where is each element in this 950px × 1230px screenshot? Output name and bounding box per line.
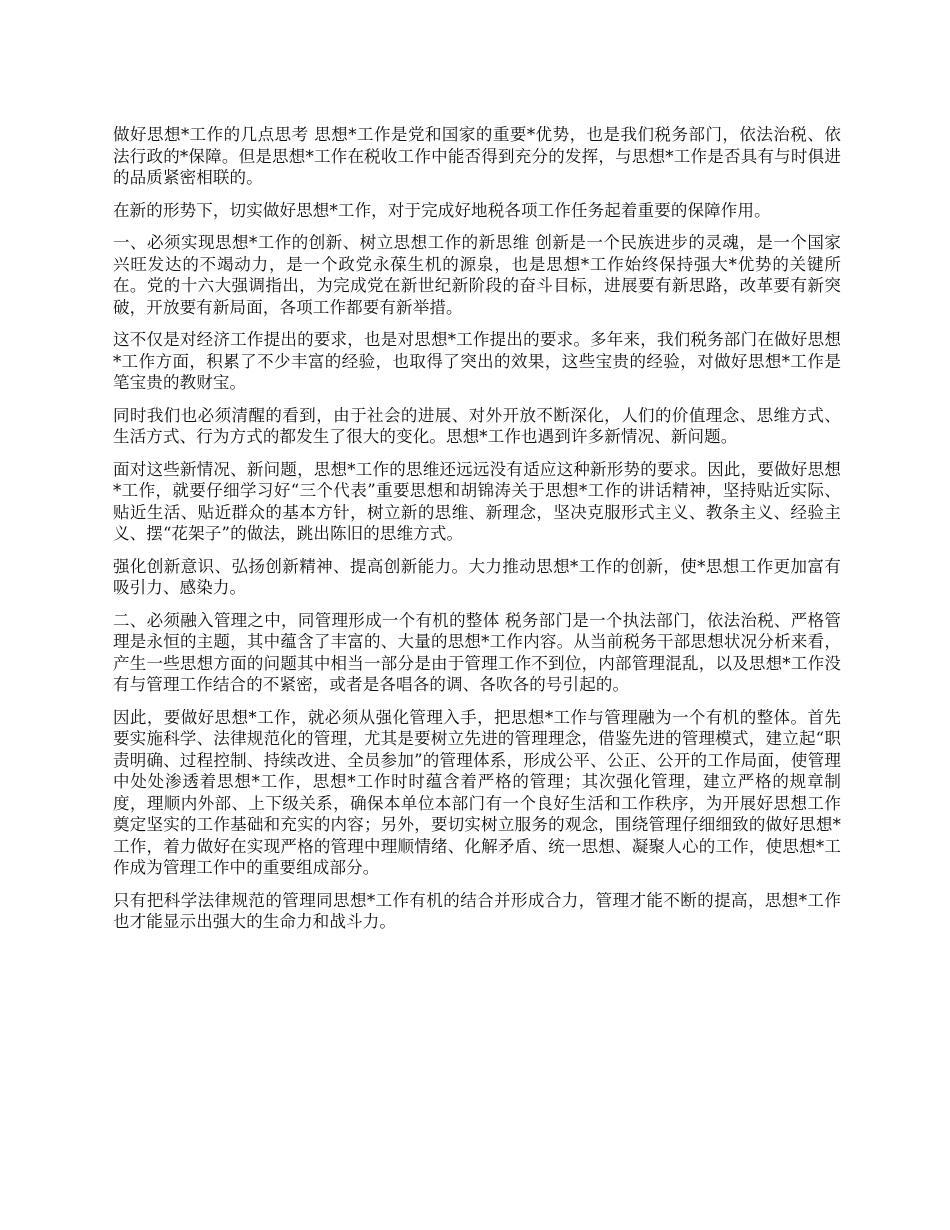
paragraph-4: 这不仅是对经济工作提出的要求，也是对思想*工作提出的要求。多年来，我们税务部门在做好思想*工作方面，积累了不少丰富的经验，也取得了突出的效果，这些宝贵的经验，对做好思想*工作是笔宝贵的教财宝。 [113,330,841,392]
paragraph-9: 因此，要做好思想*工作，就必须从强化管理入手，把思想*工作与管理融为一个有机的整体。首先要实施科学、法律规范化的管理，尤其是要树立先进的管理理念，借鉴先进的管理模式，建立起“职责明确、过程控制、持续改进、全员参加”的管理体系，形成公平、公正、公开的工作局面，使管理中处处渗透着思想*工作，思想*工作时时蕴含着严格的管理；其次强化管理，建立严格的规章制度，理顺内外部、上下级关系，确保本单位本部门有一个良好生活和工作秩序，为开展好思想工作奠定坚实的工作基础和充实的内容；另外，要切实树立服务的观念，围绕管理仔细细致的做好思想*工作，着力做好在实现严格的管理中理顺情绪、化解矛盾、统一思想、凝聚人心的工作，使思想*工作成为管理工作中的重要组成部分。 [113,707,841,877]
paragraph-10: 只有把科学法律规范的管理同思想*工作有机的结合并形成合力，管理才能不断的提高，思想*工作也才能显示出强大的生命力和战斗力。 [113,890,841,931]
paragraph-1: 做好思想*工作的几点思考 思想*工作是党和国家的重要*优势，也是我们税务部门，依法治税、依法行政的*保障。但是思想*工作在税收工作中能否得到充分的发挥，与思想*工作是否具有与时俱进的品质紧密相联的。 [113,125,841,187]
document-body [113,124,841,944]
paragraph-5: 同时我们也必须清醒的看到，由于社会的进展、对外开放不断深化，人们的价值理念、思维方式、生活方式、行为方式的都发生了很大的变化。思想*工作也遇到许多新情况、新问题。 [113,405,841,446]
paragraph-2: 在新的形势下，切实做好思想*工作，对于完成好地税各项工作任务起着重要的保障作用。 [113,200,771,220]
paragraph-8: 二、必须融入管理之中，同管理形成一个有机的整体 税务部门是一个执法部门，依法治税、严格管理是永恒的主题，其中蕴含了丰富的、大量的思想*工作内容。从当前税务干部思想状况分析来看，产生一些思想方面的问题其中相当一部分是由于管理工作不到位，内部管理混乱，以及思想*工作没有与管理工作结合的不紧密，或者是各唱各的调、各吹各的号引起的。 [113,610,841,694]
paragraph-3: 一、必须实现思想*工作的创新、树立思想工作的新思维 创新是一个民族进步的灵魂，是一个国家兴旺发达的不竭动力，是一个政党永葆生机的源泉，也是思想*工作始终保持强大*优势的关键所在。党的十六大强调指出，为完成党在新世纪新阶段的奋斗目标，进展要有新思路，改革要有新突破，开放要有新局面，各项工作都要有新举措。 [113,233,841,317]
paragraph-7: 强化创新意识、弘扬创新精神、提高创新能力。大力推动思想*工作的创新，使*思想工作更加富有吸引力、感染力。 [113,556,841,597]
paragraph-6: 面对这些新情况、新问题，思想*工作的思维还远远没有适应这种新形势的要求。因此，要做好思想*工作，就要仔细学习好“三个代表”重要思想和胡锦涛关于思想*工作的讲话精神，坚持贴近实际、贴近生活、贴近群众的基本方针，树立新的思维、新理念，坚决克服形式主义、教条主义、经验主义、摆“花架子”的做法，跳出陈旧的思维方式。 [113,459,841,543]
